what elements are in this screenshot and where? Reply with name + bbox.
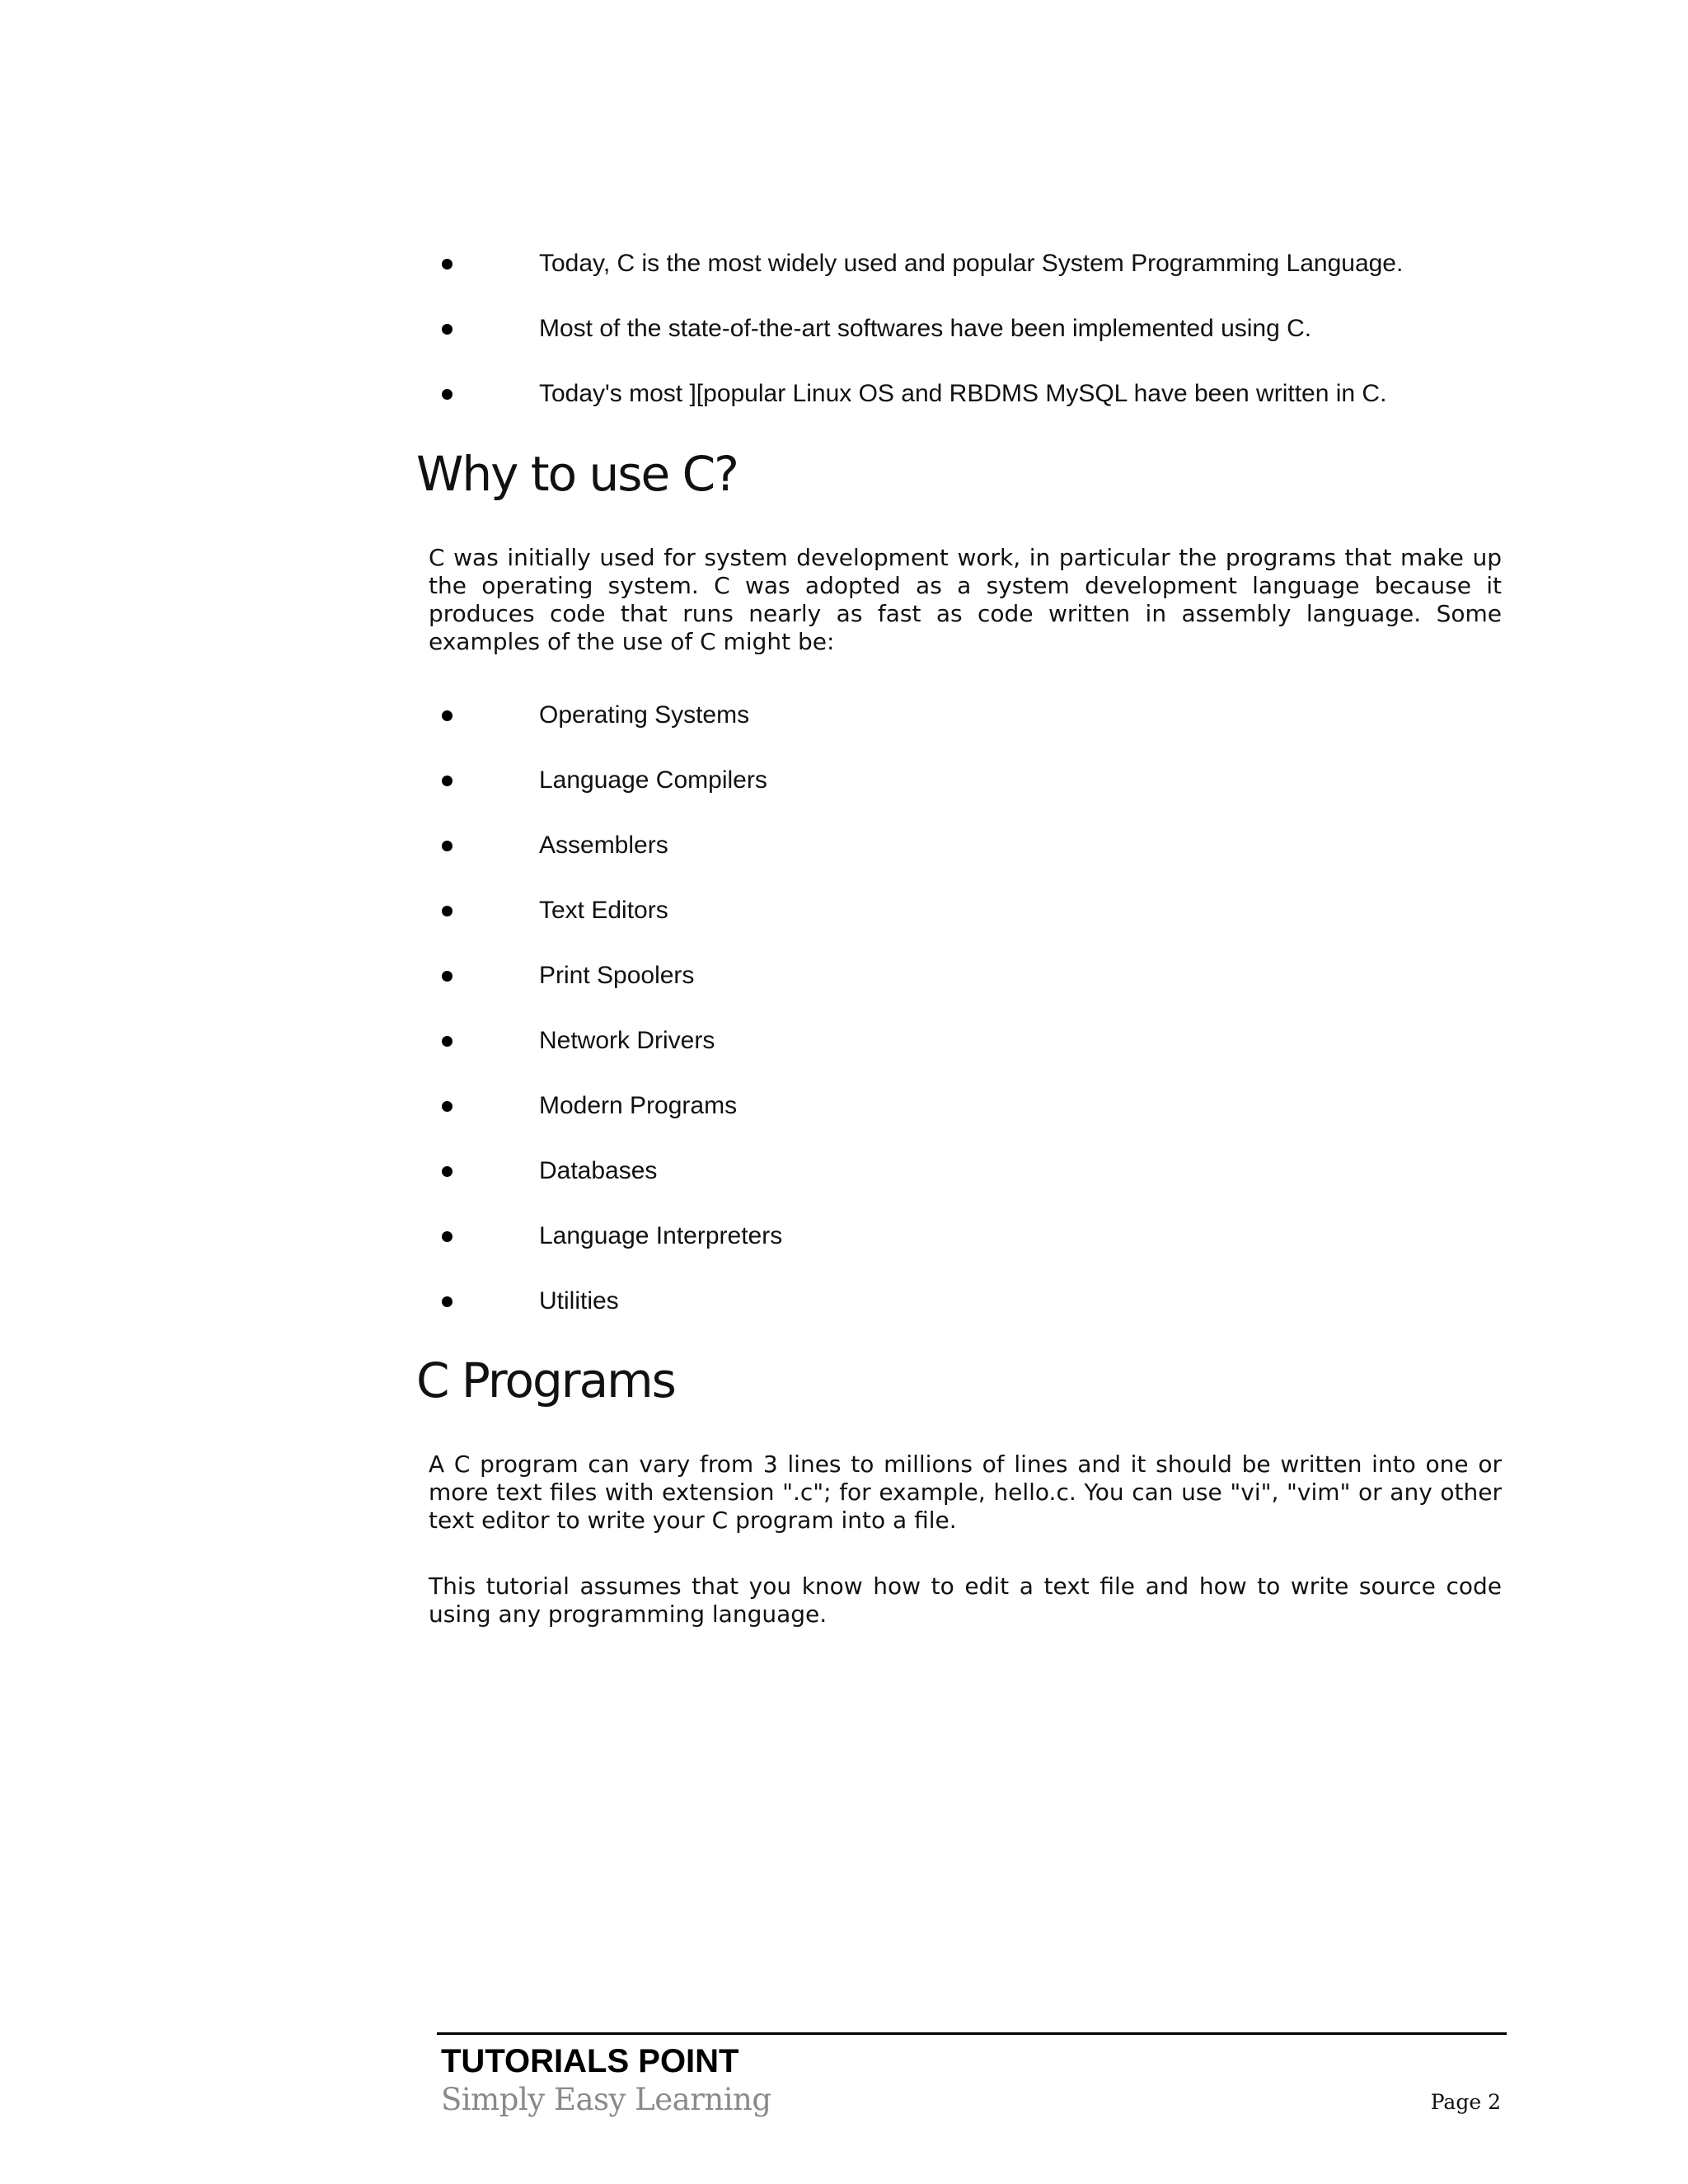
bullet-text: Language Interpreters: [539, 1222, 783, 1249]
list-item: [429, 377, 1517, 443]
section-heading-programs: C Programs: [416, 1352, 675, 1408]
bullet-text: Utilities: [539, 1287, 619, 1315]
bullet-icon: [442, 710, 452, 721]
bullet-icon: [442, 906, 452, 916]
list-item: [429, 1155, 1517, 1220]
bullet-icon: [442, 324, 452, 335]
bullet-text: Databases: [539, 1157, 658, 1184]
section-paragraph-programs-2: This tutorial assumes that you know how to edit a text file and how to write source code using any programming language.: [429, 1572, 1502, 1628]
uses-bullet-list: [429, 699, 1517, 1350]
bullet-icon: [442, 1231, 452, 1242]
list-item: [429, 764, 1517, 829]
list-item: [429, 247, 1517, 312]
list-item: [429, 1220, 1517, 1285]
bullet-text: Operating Systems: [539, 701, 750, 729]
footer-tagline: Simply Easy Learning: [441, 2082, 771, 2117]
bullet-icon: [442, 1101, 452, 1112]
bullet-text: Assemblers: [539, 832, 668, 859]
list-item: [429, 959, 1517, 1024]
list-item: [429, 699, 1517, 764]
bullet-text: Text Editors: [539, 897, 668, 924]
list-item: [429, 1024, 1517, 1090]
list-item: [429, 312, 1517, 377]
footer-divider: [437, 2032, 1507, 2035]
bullet-icon: [442, 1036, 452, 1047]
bullet-text: Print Spoolers: [539, 962, 695, 989]
bullet-icon: [442, 259, 452, 269]
bullet-icon: [442, 971, 452, 982]
intro-bullet-list: [429, 247, 1517, 443]
bullet-text: Today's most ][popular Linux OS and RBDMS MySQL have been written in C.: [539, 380, 1387, 407]
section-heading-why: Why to use C?: [416, 446, 738, 502]
bullet-icon: [442, 389, 452, 400]
section-paragraph-why: C was initially used for system development work, in particular the programs that make up the operating system. C was adopted as a system development language because it produces code that runs nearly as fast as code written in assembly language. Some examples of the use of C might be:: [429, 544, 1502, 655]
bullet-text: Modern Programs: [539, 1092, 738, 1119]
page-number: Page 2: [1430, 2090, 1501, 2114]
footer-brand: TUTORIALS POINT: [441, 2043, 739, 2079]
bullet-icon: [442, 776, 452, 786]
list-item: [429, 1285, 1517, 1350]
section-paragraph-programs-1: A C program can vary from 3 lines to millions of lines and it should be written into one or more text files with extension ".c"; for example, hello.c. You can use "vi", "vim" or any other text editor to write your C program into a file.: [429, 1451, 1502, 1534]
list-item: [429, 829, 1517, 894]
list-item: [429, 1090, 1517, 1155]
bullet-text: Today, C is the most widely used and popular System Programming Language.: [539, 250, 1404, 277]
bullet-text: Most of the state-of-the-art softwares have been implemented using C.: [539, 315, 1312, 342]
bullet-icon: [442, 1166, 452, 1177]
bullet-icon: [442, 1296, 452, 1307]
bullet-text: Language Compilers: [539, 766, 767, 794]
bullet-icon: [442, 841, 452, 851]
list-item: [429, 894, 1517, 959]
bullet-text: Network Drivers: [539, 1027, 715, 1054]
